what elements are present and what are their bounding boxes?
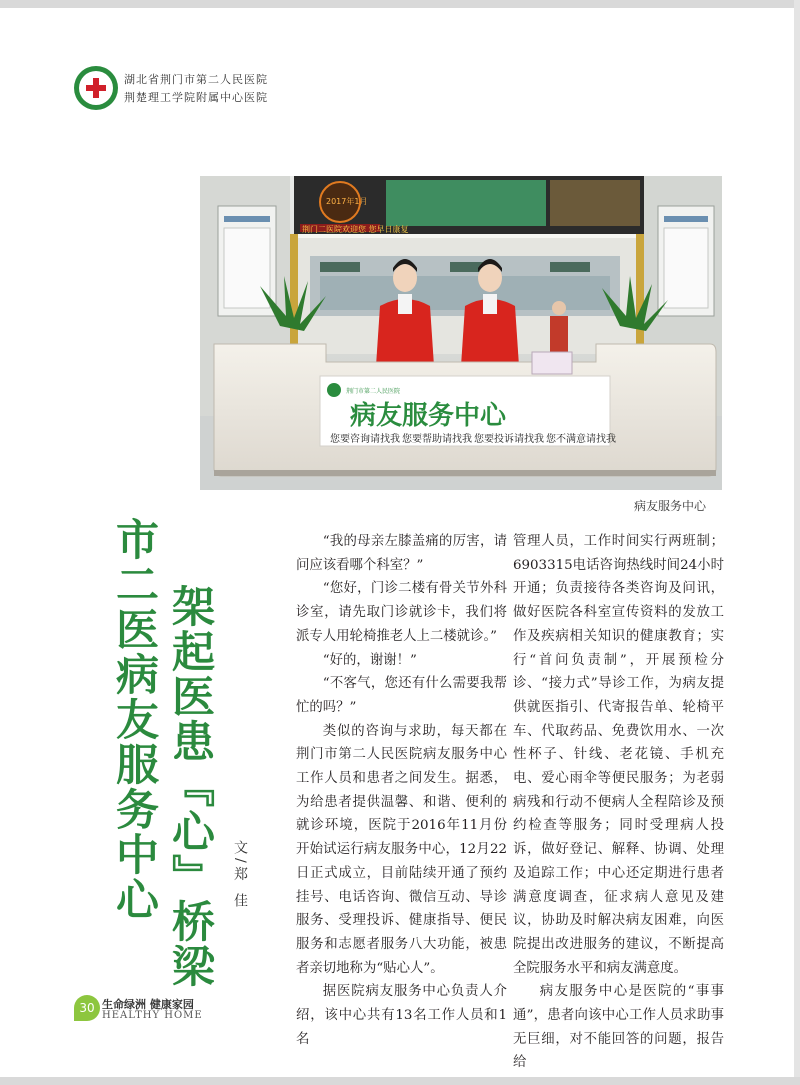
hospital-name-line2: 荆楚理工学院附属中心医院 <box>124 91 268 104</box>
desk-title: 病友服务中心 <box>350 401 507 431</box>
hospital-name-line1: 湖北省荆门市第二人民医院 <box>124 73 268 86</box>
desk-slogan-1: 您要咨询请找我 <box>330 434 400 445</box>
article-column-1 <box>296 530 507 1051</box>
article-author: 文/郑 佳 <box>232 840 248 912</box>
desk-slogan-4: 您不满意请找我 <box>546 434 616 445</box>
desk-slogan-2: 您要帮助请找我 <box>402 434 472 445</box>
desk-slogan-3: 您要投诉请找我 <box>474 434 544 445</box>
article-paragraph: “我的母亲左膝盖痛的厉害，请问应该看哪个科室？” <box>296 534 507 573</box>
article-paragraph: “好的，谢谢！” <box>322 652 417 668</box>
desk-logo-text: 荆门市第二人民医院 <box>346 388 401 395</box>
page-right-edge <box>794 0 800 1085</box>
article-column-2 <box>513 530 724 1075</box>
article-paragraph: 病友服务中心是医院的“事事通”，患者向该中心工作人员求助事无巨细，对不能回答的问题，报告给 <box>513 984 724 1071</box>
magazine-name-cn: 生命绿洲 健康家园 <box>102 998 194 1011</box>
led-screen-text: 荆门二医院欢迎您 您早日康复 <box>302 225 409 234</box>
article-title-line1: 市二医病友服务中心 <box>109 517 159 922</box>
article-paragraph: “不客气，您还有什么需要我帮忙的吗？” <box>296 676 507 715</box>
article-paragraph: 管理人员，工作时间实行两班制；6903315电话咨询热线时间24小时开通；负责接待各类咨询及问讯，做好医院各科室宣传资料的发放工作及疾病相关知识的健康教育；实行“首问负责制”，开展预检分诊、“接力式”导诊工作，为病友提供就医指引、代寄报告单、轮椅平车、代取药品、免费饮用水、一次性杯子、针线、老花镜、手机充电、爱心雨伞等便民服务；为老弱病残和行动不便病人全程陪诊及预约检查等服务；同时受理病人投诉，做好登记、解释、协调、处理及追踪工作；中心还定期进行患者满意度调查，征求病人意见及建议，协助及时解决病友困难，向医院提出改进服务的建议，不断提高全院服务水平和病友满意度。 <box>513 534 724 976</box>
hospital-logo-icon <box>74 66 118 110</box>
page-number: 30 <box>74 995 100 1021</box>
page-bottom-edge <box>0 1077 800 1085</box>
led-date-text: 2017年1月 <box>326 197 368 206</box>
magazine-name-en: HEALTHY HOME <box>102 1010 203 1021</box>
article-title-line2: 架起医患『心』桥梁 <box>165 584 215 989</box>
article-paragraph: 类似的咨询与求助，每天都在荆门市第二人民医院病友服务中心工作人员和患者之间发生。据悉，为给患者提供温馨、和谐、便利的就诊环境，医院于2016年11月份开始试运行病友服务中心，12月22日正式成立，目前陆续开通了预约挂号、电话咨询、微信互动、导诊服务、受理投诉、健康指导、便民服务和志愿者服务八大功能，被患者亲切地称为“贴心人”。 <box>296 723 507 976</box>
page-top-edge <box>0 0 800 8</box>
article-paragraph: 据医院病友服务中心负责人介绍，该中心共有13名工作人员和1名 <box>296 984 507 1047</box>
article-paragraph: “您好，门诊二楼有骨关节外科诊室，请先取门诊就诊卡，我们将派专人用轮椅推老人上二楼就诊。” <box>296 581 507 644</box>
service-center-photo <box>200 176 722 490</box>
photo-caption: 病友服务中心 <box>634 499 707 513</box>
